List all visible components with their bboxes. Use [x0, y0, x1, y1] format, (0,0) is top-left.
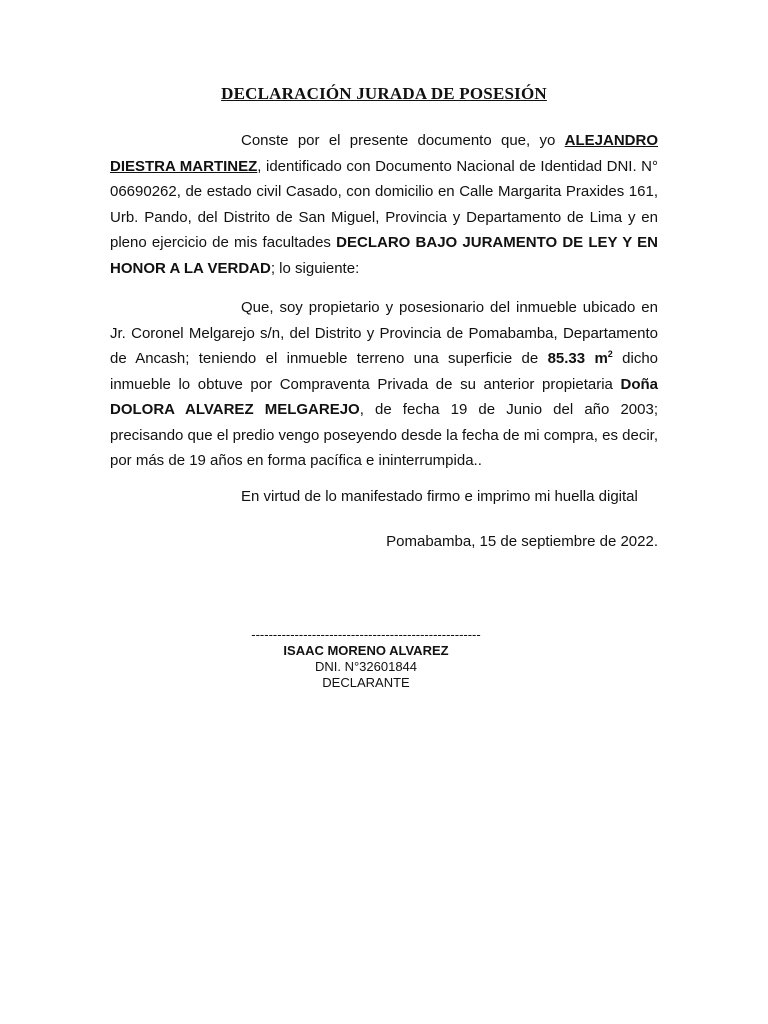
paragraph2-text-2: dicho inmueble lo obtuve por Compraventa Privada de su anterior propietaria — [110, 350, 659, 393]
property-area-value: 85.33 m — [547, 350, 608, 367]
oath-statement: DECLARO BAJO JURAMENTO DE LEY Y EN HONOR A LA VERDAD — [110, 234, 659, 277]
paragraph2-text-3: , de fecha 19 de Junio del año 2003; precisando que el predio vengo poseyendo desde la fecha de mi compra, es decir, por más de 19 años en forma pacífica e ininterrumpida.. — [110, 401, 658, 469]
paragraph1-text-2: , identificado con Documento Nacional de Identidad DNI. N° 06690262, de estado civil Casado, con domicilio en Calle Margarita Praxides 161, Urb. Pando, del Distrito de San Miguel, Provincia y Departamento de Lima y en pleno ejercicio de mis facultades — [110, 157, 658, 251]
signatory-role: DECLARANTE — [322, 675, 410, 690]
property-area-exponent: 2 — [607, 349, 613, 359]
property-area — [548, 350, 613, 367]
paragraph1-text-1: Conste por el presente documento que, yo — [241, 132, 565, 149]
previous-owner: Doña DOLORA ALVAREZ MELGAREJO — [110, 375, 658, 418]
paragraph2-text-1: Que, soy propietario y posesionario del inmueble ubicado en Jr. Coronel Melgarejo s/n, del Distrito y Provincia de Pomabamba, Departamento de Ancash; teniendo el inmueble terreno una superficie de — [110, 299, 658, 367]
signature-block — [240, 627, 492, 691]
paragraph-identification — [110, 128, 658, 281]
signature-line: ----------------------------------------------------- — [251, 627, 481, 642]
place-date: Pomabamba, 15 de septiembre de 2022. — [386, 533, 658, 550]
paragraph-property — [110, 295, 658, 474]
paragraph1-text-3: ; lo siguiente: — [270, 259, 360, 277]
signatory-name: ISAAC MORENO ALVAREZ — [283, 643, 449, 658]
document-title: DECLARACIÓN JURADA DE POSESIÓN — [221, 84, 547, 103]
declarant-name: ALEJANDRO DIESTRA MARTINEZ — [110, 132, 658, 175]
signatory-dni: DNI. N°32601844 — [314, 659, 418, 674]
closing-statement: En virtud de lo manifestado firmo e imprimo mi huella digital — [241, 488, 638, 505]
